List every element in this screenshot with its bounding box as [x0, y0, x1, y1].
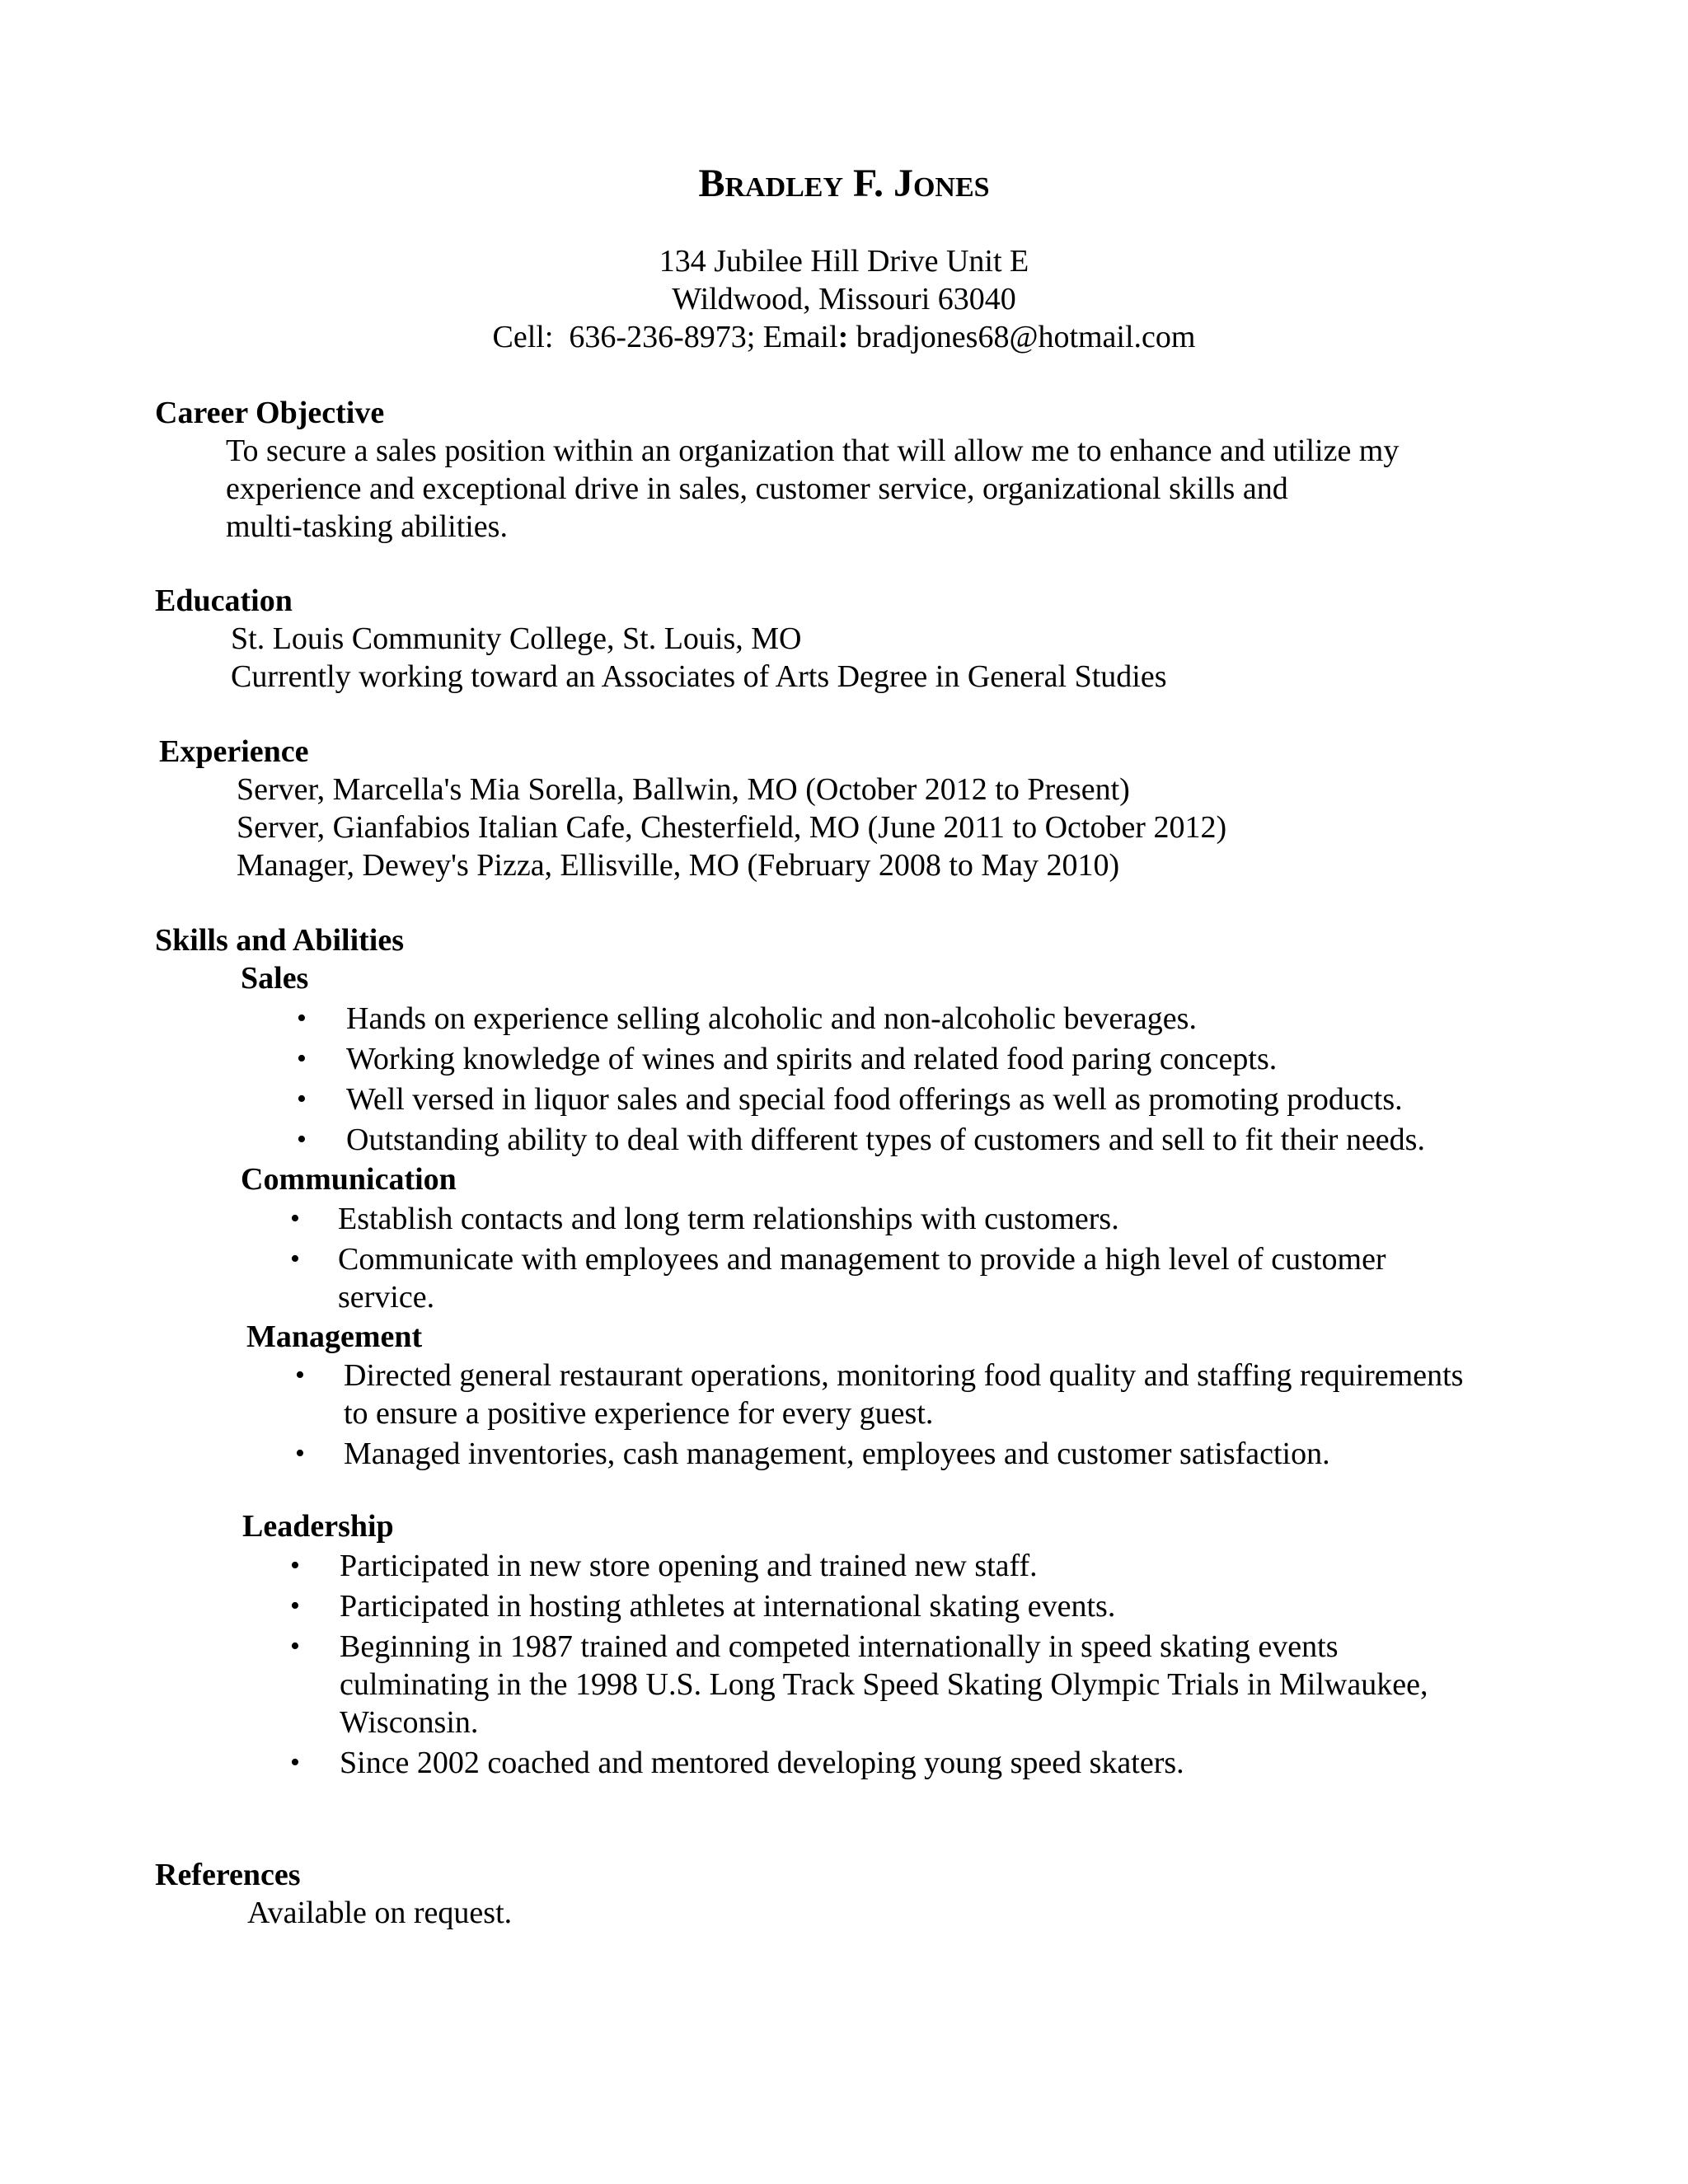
list-item	[290, 1200, 1386, 1238]
experience-entry: Server, Marcella's Mia Sorella, Ballwin, MO (October 2012 to Present)	[237, 772, 1130, 807]
skills-heading: Skills and Abilities	[155, 923, 405, 958]
leadership-list	[290, 1547, 1428, 1782]
experience-entry: Manager, Dewey's Pizza, Ellisville, MO (February 2008 to May 2010)	[237, 848, 1120, 883]
bullet-icon: •	[295, 1438, 305, 1469]
education-line: Currently working toward an Associates of Arts Degree in General Studies	[231, 659, 1167, 694]
career-objective-section	[155, 394, 1399, 546]
list-item-text: Hands on experience selling alcoholic and non-alcoholic beverages.	[346, 1001, 1197, 1036]
experience-section	[159, 733, 1226, 884]
list-item	[290, 1744, 1428, 1782]
experience-entry: Server, Gianfabios Italian Cafe, Chesterfield, MO (June 2011 to October 2012)	[237, 810, 1227, 845]
bullet-icon: •	[297, 1084, 307, 1114]
leadership-subheading: Leadership	[242, 1509, 394, 1544]
career-objective-line: multi-tasking abilities.	[226, 509, 508, 544]
cell-number: 636-236-8973;	[569, 320, 756, 354]
contact-block	[0, 242, 1688, 356]
career-objective-line: experience and exceptional drive in sales, customer service, organizational skills and	[226, 471, 1288, 506]
sales-list	[297, 1000, 1425, 1159]
bullet-icon: •	[290, 1591, 300, 1621]
career-objective-heading: Career Objective	[155, 396, 385, 430]
email-label: Email	[762, 320, 838, 354]
list-item-text: Working knowledge of wines and spirits and related food paring concepts.	[346, 1042, 1278, 1076]
career-objective-text	[226, 432, 1399, 546]
references-text: Available on request.	[247, 1896, 513, 1930]
list-item	[290, 1240, 1386, 1316]
experience-heading: Experience	[159, 734, 309, 769]
bullet-icon: •	[290, 1631, 300, 1661]
list-item-text: Since 2002 coached and mentored developing young speed skaters.	[340, 1746, 1184, 1780]
list-item	[297, 1080, 1425, 1118]
communication-subheading: Communication	[241, 1162, 457, 1197]
list-item-text: Establish contacts and long term relationships with customers.	[338, 1202, 1119, 1236]
references-heading: References	[155, 1858, 301, 1892]
bullet-icon: •	[295, 1360, 305, 1390]
management-list	[295, 1357, 1463, 1473]
bullet-icon: •	[290, 1203, 300, 1234]
communication-list	[290, 1200, 1386, 1316]
education-heading: Education	[155, 583, 293, 618]
bullet-icon: •	[297, 1124, 307, 1155]
list-item	[297, 1000, 1425, 1038]
list-item-text: Managed inventories, cash management, employees and customer satisfaction.	[344, 1436, 1330, 1471]
bullet-icon: •	[290, 1747, 300, 1778]
list-item	[290, 1587, 1428, 1625]
list-item-text: Well versed in liquor sales and special food offerings as well as promoting products.	[346, 1082, 1403, 1117]
list-item-text: Communicate with employees and management to provide a high level of customer service.	[338, 1242, 1386, 1315]
phone-email-line	[0, 318, 1688, 356]
email-address[interactable]: bradjones68@hotmail.com	[856, 320, 1196, 354]
career-objective-line: To secure a sales position within an organization that will allow me to enhance and utilize my	[226, 434, 1400, 468]
education-line: St. Louis Community College, St. Louis, MO	[231, 621, 802, 656]
list-item-text: Participated in new store opening and trained new staff.	[340, 1549, 1038, 1583]
sales-subheading: Sales	[241, 961, 309, 996]
address-line-1: 134 Jubilee Hill Drive Unit E	[659, 244, 1029, 279]
bullet-icon: •	[290, 1244, 300, 1274]
list-item-text: Beginning in 1987 trained and competed internationally in speed skating events culminating in the 1998 U.S. Long Track Speed Skating Olympic Trials in Milwaukee, Wisconsin.	[340, 1629, 1428, 1740]
address-line-2: Wildwood, Missouri 63040	[672, 282, 1016, 316]
management-subheading: Management	[246, 1319, 423, 1354]
references-section	[155, 1856, 512, 1932]
list-item	[295, 1435, 1463, 1473]
education-details	[231, 620, 1167, 696]
experience-list	[237, 771, 1226, 884]
cell-label: Cell:	[492, 320, 554, 354]
list-item	[297, 1121, 1425, 1159]
list-item	[290, 1628, 1428, 1741]
list-item-text: Participated in hosting athletes at international skating events.	[340, 1589, 1116, 1624]
resume-name: Bradley F. Jones	[698, 162, 990, 205]
bullet-icon: •	[290, 1550, 300, 1581]
list-item-text: Outstanding ability to deal with different types of customers and sell to fit their needs.	[346, 1122, 1425, 1157]
bullet-icon: •	[297, 1003, 307, 1033]
list-item	[290, 1547, 1428, 1585]
list-item	[295, 1357, 1463, 1432]
bullet-icon: •	[297, 1043, 307, 1074]
education-section	[155, 582, 1167, 696]
email-colon: :	[837, 320, 849, 354]
list-item	[297, 1040, 1425, 1078]
list-item-text: Directed general restaurant operations, monitoring food quality and staffing requirements to ensure a positive experience for every guest.	[344, 1358, 1464, 1431]
